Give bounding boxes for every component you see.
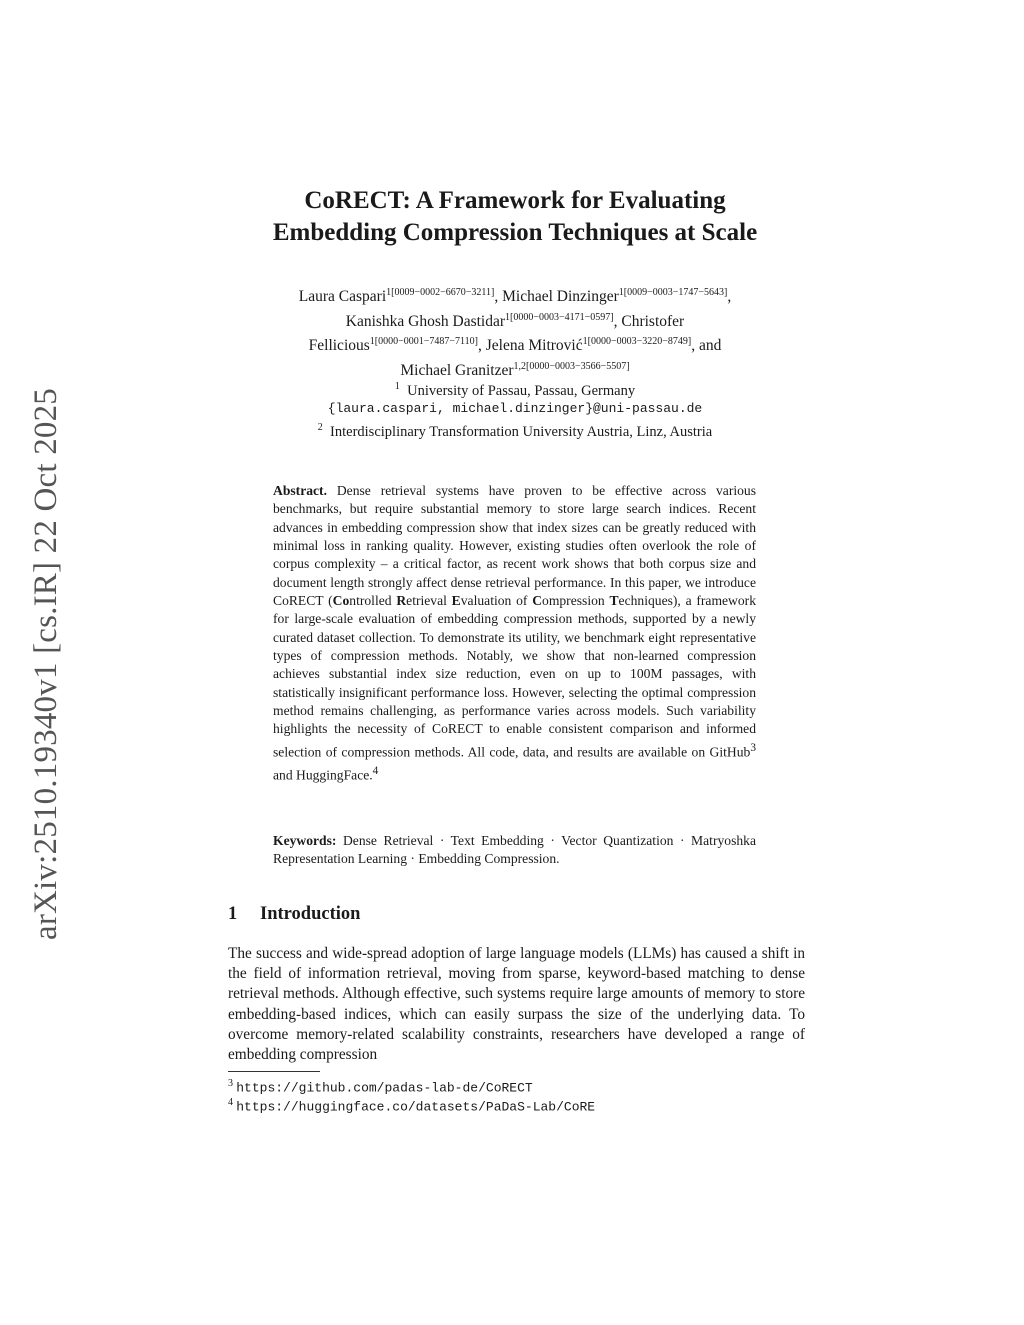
author-orcid: 1[0000−0003−3220−8749] [582,336,692,348]
abstract-label: Abstract. [273,483,327,498]
paper-title [215,185,815,249]
affiliation-marker: 2 [317,421,323,433]
author-separator: , [478,337,486,355]
author-separator: , and [691,337,722,355]
author-name: Michael Dinzinger [502,288,619,306]
affiliation-marker: 1 [394,381,400,392]
affiliation-1 [215,378,815,400]
section-title: Introduction [260,904,361,924]
author-orcid: 1,2[0000−0003−3566−5507] [513,360,630,372]
section-number: 1 [228,904,238,924]
affiliation-text: University of Passau, Passau, Germany [407,382,636,399]
abstract-text: ), a framework for large-scale evaluation of embedding compression methods, supported by a newly curated dataset collection. To demonstrate its utility, we benchmark eight representative types of compression methods. Notably, we show that non-learned compression achieves substantial index size reduction, even on up to 100M passages, with statistically insignificant performance loss. However, selecting the optimal compression method remains challenging, as performance varies across models. Such variability highlights the necessity of CoRECT to enable consistent comparison and informed selection of compression methods. All code, data, and results are available on GitHub [273,593,756,760]
footnote-marker[interactable]: 3 [750,741,756,754]
acronym-word: ntrolled [349,593,397,609]
footnote-number: 4 [228,1097,233,1108]
title-line-1: CoRECT: A Framework for Evaluating [304,187,726,214]
footnote-marker[interactable]: 4 [372,764,379,777]
author-name: Kanishka Ghosh Dastidar [345,312,506,330]
title-line-2: Embedding Compression Techniques at Scale [272,219,758,246]
affiliation-text: Interdisciplinary Transformation University Austria, Linz, Austria [330,423,713,440]
acronym-letter: C [532,593,543,609]
author-name: Michael Granitzer [400,362,514,380]
author-orcid: 1[0000−0001−7487−7110] [369,336,478,348]
abstract [273,482,756,785]
footnote-4 [228,1094,805,1115]
footnote-divider [228,1071,320,1072]
acronym-letter: R [396,593,407,609]
acronym-word: echniques [618,593,673,609]
affiliation-2 [215,419,815,441]
author-separator: , [613,312,622,330]
author-separator: , [727,288,732,306]
footnote-number: 3 [228,1078,233,1089]
keywords-label: Keywords: [273,833,337,848]
author-list: Laura Caspari$^{1[0009-0002-6670-3211]}$, Michael Dinzinger$^{1[0009-0003-1747-5643]}$, Kanishka Ghosh Dastidar$^{1[0000-0003-4171-0597]}$, Christofer Fellicious$^{1[0000-0001-7487-7110]}$, Jelena Mitrović$^{1[0000-0003-3220-8749]}$, and Michael Granitzer$^{1,2[0000-0003-3566-5507]}$ [298,287,732,380]
acronym-word: ompression [542,593,610,609]
keywords-text: Dense Retrieval · Text Embedding · Vector Quantization · Matryoshka Representation Learning · Embedding Compression. [273,833,756,867]
arxiv-identifier: arXiv:2510.19340v1 [cs.IR] 22 Oct 2025 [28,387,64,941]
footnote-link[interactable]: https://huggingface.co/datasets/PaDaS-Lab/CoRE [236,1099,596,1115]
affiliations [215,378,815,441]
acronym-word: etrieval [406,593,452,609]
section-heading [228,901,360,927]
acronym-letter: Co [332,593,350,609]
author-separator: , [494,288,503,306]
abstract-text: Dense retrieval systems have proven to be effective across various benchmarks, but require substantial memory to store large search indices. Recent advances in embedding compression show that index sizes can be greatly reduced with minimal loss in ranking quality. However, existing studies often overlook the role of corpus complexity – a critical factor, as recent work shows that both corpus size and document length strongly affect dense retrieval performance. In this paper, we introduce CoRECT ( [273,483,757,609]
acronym-letter: E [451,593,461,609]
author-name: Laura Caspari [298,288,387,306]
acronym-word: valuation of [460,593,533,609]
author-orcid: 1[0009−0003−1747−5643] [618,287,728,298]
author-name: Jelena Mitrović [485,337,583,355]
author-orcid: 1[0009−0002−6670−3211] [386,287,495,298]
contact-email: {laura.caspari, michael.dinzinger}@uni-passau.de [327,401,703,417]
intro-paragraph: The success and wide-spread adoption of large language models (LLMs) has caused a shift in the field of information retrieval, moving from sparse, keyword-based matching to dense retrieval methods. Although effective, such systems require large amounts of memory to store embedding-based indices, which can easily surpass the size of the underlying data. To overcome memory-related scalability constraints, researchers have developed a range of embedding compression [228,945,805,1064]
author-orcid: 1[0000−0003−4171−0597] [505,311,614,323]
acronym-letter: T [609,593,619,609]
footnote-link[interactable]: https://github.com/padas-lab-de/CoRECT [236,1080,533,1096]
abstract-text: and HuggingFace. [273,767,373,783]
keywords [273,832,756,869]
